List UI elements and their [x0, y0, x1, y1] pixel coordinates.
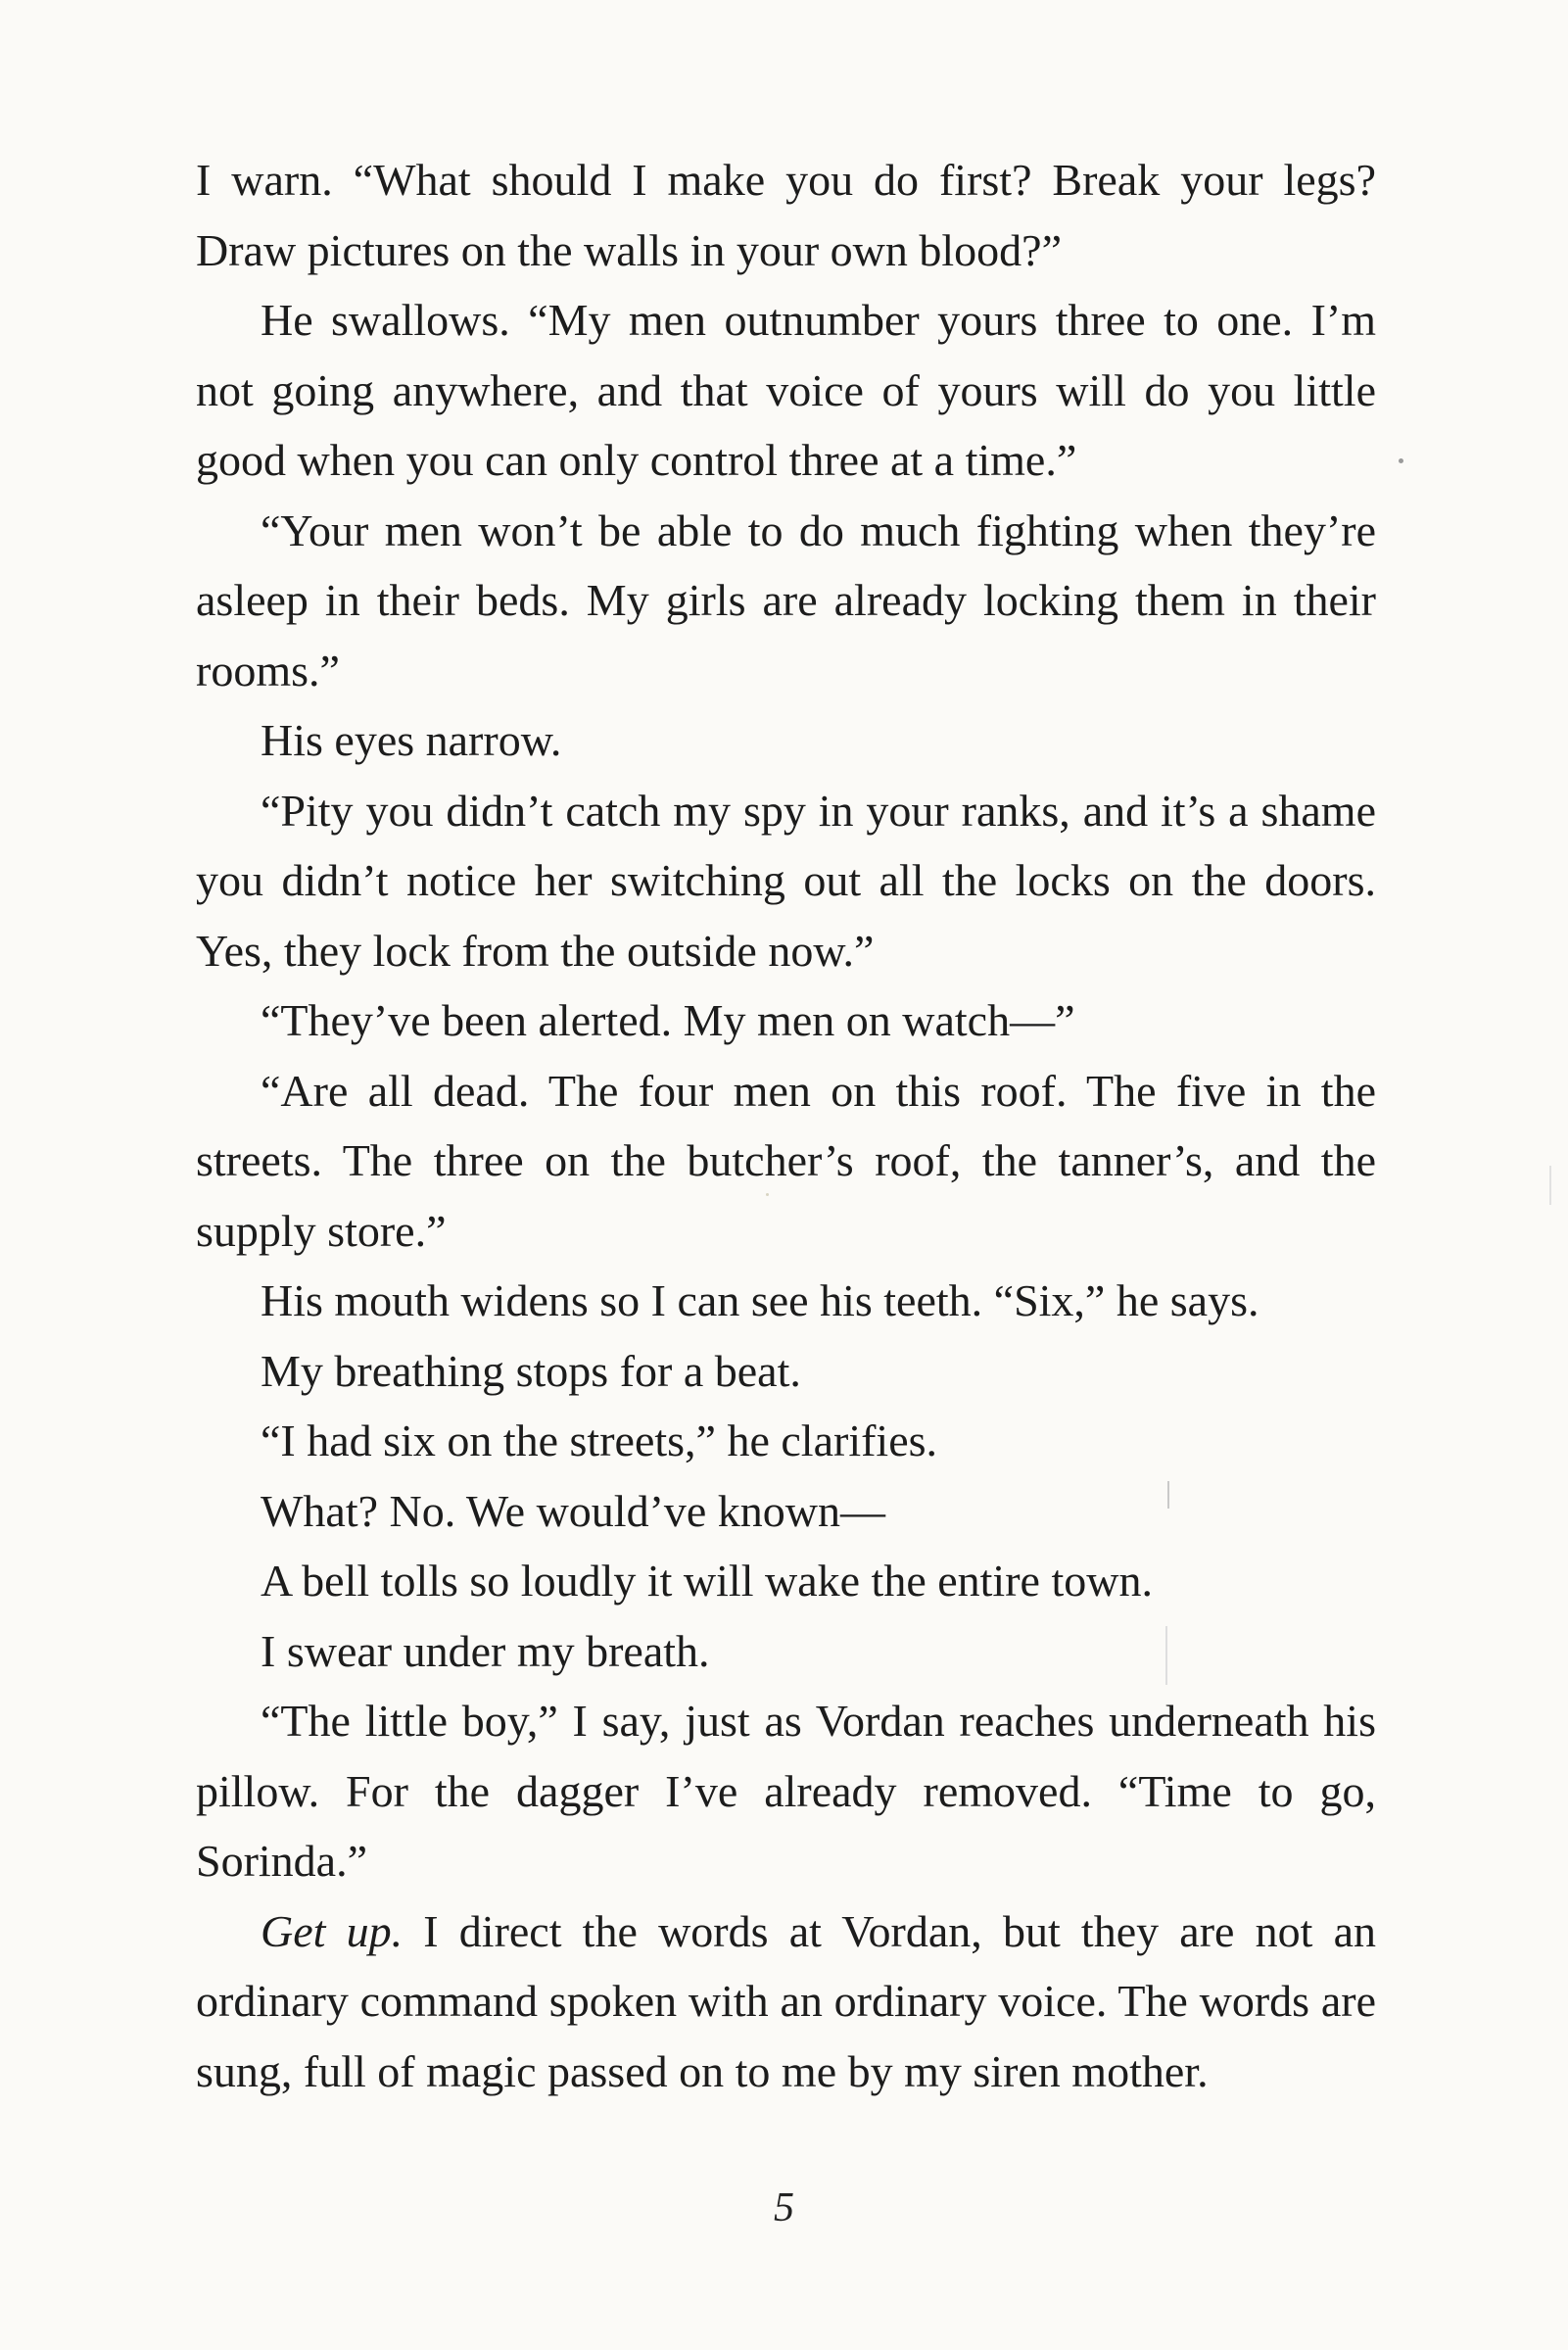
italic-lead: Get up. [261, 1905, 404, 1956]
scan-scratch [1167, 1481, 1169, 1509]
paragraph: “Are all dead. The four men on this roof. The five in the streets. The three on the butcher’s roof, the tanner’s, and the supply store.” [196, 1065, 1376, 1256]
body-text [196, 145, 1376, 2106]
paragraph: A bell tolls so loudly it will wake the entire town. [261, 1556, 1153, 1606]
paragraph-text: I direct the words at Vordan, but they are not an ordinary command spoken with an ordinary voice. The words are sung, full of magic passed on to me by my siren mother. [196, 1905, 1377, 2096]
paragraph: “I had six on the streets,” he clarifies. [261, 1415, 938, 1465]
paragraph: What? No. We would’ve known— [261, 1485, 886, 1536]
scan-scratch [1165, 1626, 1167, 1685]
paragraph: “Pity you didn’t catch my spy in your ranks, and it’s a shame you didn’t notice her switching out all the locks on the doors. Yes, they lock from the outside now.” [196, 785, 1376, 976]
scan-speck [1399, 458, 1403, 463]
paragraph: He swallows. “My men outnumber yours three to one. I’m not going anywhere, and that voice of yours will do you little good when you can only control three at a time.” [196, 295, 1376, 485]
paragraph: “Your men won’t be able to do much fighting when they’re asleep in their beds. My girls are already locking them in their rooms.” [196, 504, 1376, 695]
paragraph: “The little boy,” I say, just as Vordan reaches underneath his pillow. For the dagger I’ve already removed. “Time to go, Sorinda.” [196, 1696, 1376, 1886]
paragraph: “They’ve been alerted. My men on watch—” [261, 995, 1075, 1045]
paragraph [196, 1896, 1376, 2107]
paragraph: His eyes narrow. [261, 715, 562, 765]
paragraph: I swear under my breath. [261, 1625, 710, 1676]
page-number: 5 [774, 2185, 794, 2230]
scan-scratch [1549, 1166, 1551, 1205]
paragraph: I warn. “What should I make you do first? Break your legs? Draw pictures on the walls in your own blood?” [196, 155, 1376, 275]
paragraph: My breathing stops for a beat. [261, 1345, 801, 1396]
scan-speck [766, 1193, 769, 1196]
paragraph: His mouth widens so I can see his teeth. “Six,” he says. [261, 1275, 1259, 1325]
